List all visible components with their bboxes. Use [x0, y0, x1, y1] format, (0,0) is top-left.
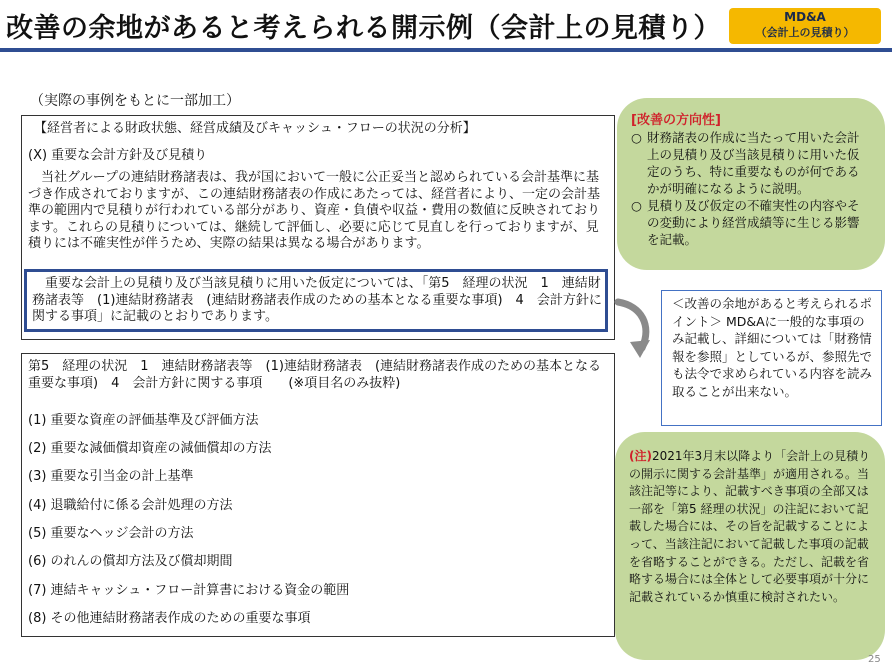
section-tag-line2: （会計上の見積り）: [755, 26, 855, 39]
note-label: (注): [629, 449, 652, 463]
list-item: (2) 重要な減価償却資産の減価償却の方法: [28, 441, 272, 456]
disclosure-subheading: (X) 重要な会計方針及び見積り: [28, 148, 208, 163]
curved-arrow-icon: [612, 296, 662, 360]
list-item: (1) 重要な資産の評価基準及び評価方法: [28, 413, 259, 428]
title-divider: [0, 48, 892, 52]
disclosure-body: 当社グループの連結財務諸表は、我が国において一般に公正妥当と認められている会計基準に基づき作成されておりますが、この連結財務諸表の作成にあたっては、経営者により、一定の会計基準の範囲内で見積りが行われている部分があり、資産・負債や収益・費用の数値に反映されております。これらの見積りについては、継続して評価し、必要に応じて見直しを行っておりますが、見積りには不確実性が伴うため、実際の結果は異なる場合があります。: [28, 170, 601, 251]
disclosure-heading: 【経営者による財政状態、経営成績及びキャッシュ・フローの状況の分析】: [34, 121, 476, 136]
highlighted-reference-text: 重要な会計上の見積り及び当該見積りに用いた仮定については、「第5 経理の状況 1 連結財務諸表等 (1)連結財務諸表 (連結財務諸表作成のための基本となる重要な事項) 4 会計方針に関する事項」に記載のとおりであります。: [32, 276, 602, 324]
page-number: 25: [868, 654, 881, 665]
note-text: 2021年3月末以降より「会計上の見積りの開示に関する会計基準」が適用される。当該注記等により、記載すべき事項の全部又は一部を「第5 経理の状況」の注記において記載した場合には、その旨を記載することによって、当該注記において記載した事項の記載を省略することができる。ただし、記載を省略する場合には全体として必要事項が十分に記載されているか慎重に検討されたい。: [629, 449, 871, 604]
improvement-point-text: 見積り及び仮定の不確実性の内容やその変動により経営成績等に生じる影響を記載。: [647, 198, 860, 247]
disclosure-example-box: [21, 115, 615, 340]
list-item: (8) その他連結財務諸表作成のための重要な事項: [28, 611, 311, 626]
list-item: (6) のれんの償却方法及び償却期間: [28, 554, 233, 569]
page-title: 改善の余地があると考えられる開示例（会計上の見積り）: [6, 13, 721, 44]
bullet-icon: ○: [631, 130, 642, 145]
issue-point-box: ＜改善の余地があると考えられるポイント＞ MD&Aに一般的な事項のみ記載し、詳細については「財務情報を参照」としているが、参照先でも法令で求められている内容を読み取ることが出来ない。: [661, 290, 882, 426]
section-tag: [729, 8, 881, 44]
improvement-point-text: 財務諸表の作成に当たって用いた会計上の見積り及び当該見積りに用いた仮定のうち、特に重要なものが何であるかが明確になるように説明。: [647, 130, 860, 196]
list-item: (5) 重要なヘッジ会計の方法: [28, 526, 194, 541]
improvement-point: [631, 197, 871, 248]
source-note: （実際の事例をもとに一部加工）: [30, 93, 240, 109]
list-item: (7) 連結キャッシュ・フロー計算書における資金の範囲: [28, 583, 350, 598]
improvement-title: [改善の方向性]: [631, 113, 721, 128]
list-item: (3) 重要な引当金の計上基準: [28, 469, 194, 484]
note-callout: [615, 432, 885, 660]
improvement-direction-callout: [617, 98, 885, 270]
improvement-point: [631, 129, 871, 197]
referenced-section-box: [21, 353, 615, 637]
referenced-section-heading: 第5 経理の状況 1 連結財務諸表等 (1)連結財務諸表 (連結財務諸表作成のための基本となる重要な事項) 4 会計方針に関する事項 (※項目名のみ抜粋): [28, 359, 602, 391]
list-item: (4) 退職給付に係る会計処理の方法: [28, 498, 233, 513]
bullet-icon: ○: [631, 198, 642, 213]
highlighted-reference-box: [24, 269, 608, 332]
section-tag-line1: MD&A: [784, 10, 826, 24]
